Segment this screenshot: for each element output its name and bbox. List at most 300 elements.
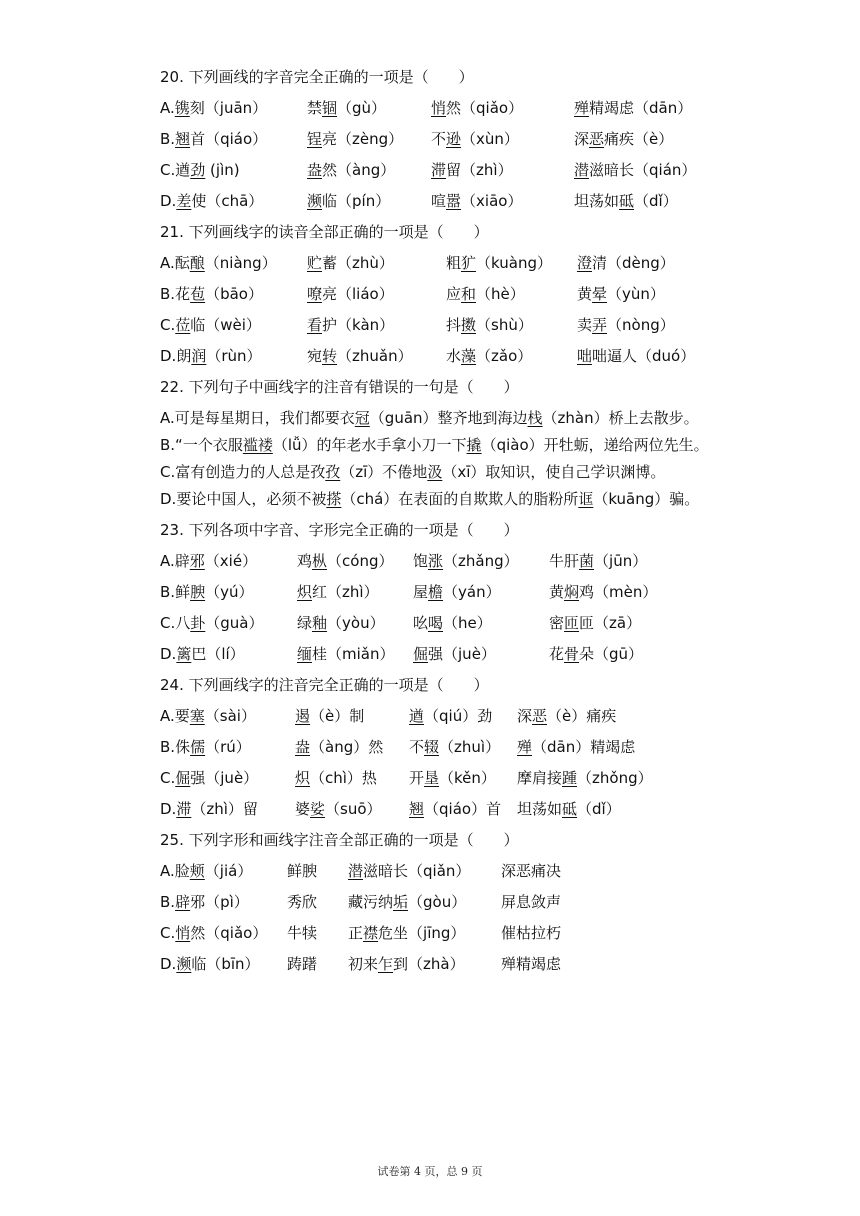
option-item xyxy=(160,546,257,577)
option-item xyxy=(549,546,647,577)
option-item xyxy=(297,546,393,577)
item-suffix: （yòu） xyxy=(327,614,385,632)
item-prefix: 婆 xyxy=(295,800,311,818)
option-item xyxy=(409,763,496,794)
option-letter: C. xyxy=(160,161,176,179)
underlined-char: 诓 xyxy=(578,490,594,508)
underlined-char: 焖 xyxy=(564,583,580,601)
item-suffix: （xiāo） xyxy=(461,192,523,210)
option-item xyxy=(160,186,263,217)
underlined-char: 辟 xyxy=(175,893,191,911)
option-row xyxy=(160,186,760,217)
underlined-char: 锃 xyxy=(307,130,323,148)
item-prefix: 花 xyxy=(549,645,565,663)
underlined-char: 菌 xyxy=(579,552,595,570)
underlined-char: 儒 xyxy=(190,738,206,756)
item-prefix: 抖 xyxy=(446,316,462,334)
underlined-char: 枞 xyxy=(312,552,328,570)
item-prefix: 要 xyxy=(174,707,190,725)
item-prefix: 催枯拉朽 xyxy=(501,924,562,942)
item-suffix: （è）制 xyxy=(310,707,365,725)
option-row xyxy=(160,918,760,949)
option-item xyxy=(160,124,267,155)
underlined-char: 遏 xyxy=(295,707,311,725)
item-prefix: 屏息敛声 xyxy=(501,893,562,911)
underlined-char: 逊 xyxy=(446,130,462,148)
underlined-char: 垦 xyxy=(424,769,440,787)
item-suffix: （cóng） xyxy=(327,552,394,570)
underlined-char: 倔 xyxy=(175,769,191,787)
item-suffix: 巴（lí） xyxy=(191,645,245,663)
option-item xyxy=(160,155,240,186)
item-suffix: （zhì）留 xyxy=(191,800,258,818)
item-suffix: （yùn） xyxy=(607,285,665,303)
underlined-char: 踵 xyxy=(562,769,578,787)
option-letter: A. xyxy=(160,862,175,880)
item-prefix: 藏污纳 xyxy=(348,893,394,911)
question-stem: 21. 下列画线字的读音全部正确的一项是（ ） xyxy=(160,223,489,241)
underlined-char: 滞 xyxy=(176,800,192,818)
item-suffix: 危坐（jīng） xyxy=(378,924,466,942)
item-suffix: 蓄（zhù） xyxy=(322,254,394,272)
option-item xyxy=(160,732,251,763)
item-suffix: 精竭虑（dān） xyxy=(589,99,693,117)
option-item xyxy=(307,248,394,279)
page-footer: 试卷第 4 页，总 9 页 xyxy=(377,1165,483,1178)
question-stem: 22. 下列句子中画线字的注音有错误的一句是（ ） xyxy=(160,378,519,396)
item-prefix: 踌躇 xyxy=(287,955,318,973)
item-suffix: （zhǒng） xyxy=(577,769,653,787)
item-prefix: 坦荡如 xyxy=(574,192,620,210)
option-item xyxy=(348,949,465,980)
item-suffix: （hè） xyxy=(476,285,525,303)
option-item xyxy=(295,794,382,825)
underlined-char: 娑 xyxy=(310,800,326,818)
option-item xyxy=(549,639,643,670)
item-prefix: 密 xyxy=(549,614,565,632)
underlined-char: 辍 xyxy=(424,738,440,756)
option-letter: D. xyxy=(160,800,177,818)
option-item xyxy=(295,732,383,763)
option-item xyxy=(413,608,492,639)
option-item xyxy=(160,949,260,980)
sentence-text: （chá）在表面的自欺欺人的脂粉所 xyxy=(341,490,579,508)
option-letter: A. xyxy=(160,552,175,570)
item-suffix: （qiú）劲 xyxy=(424,707,493,725)
option-row xyxy=(160,856,760,887)
item-suffix: （gòu） xyxy=(408,893,467,911)
sentence-option xyxy=(160,461,752,483)
underlined-char: 咄 xyxy=(577,347,593,365)
item-suffix: （kěn） xyxy=(439,769,496,787)
option-row xyxy=(160,701,760,732)
option-item xyxy=(160,93,267,124)
underlined-char: 殚 xyxy=(517,738,533,756)
option-item xyxy=(160,248,277,279)
underlined-char: 翘 xyxy=(409,800,425,818)
item-suffix: 临（pín） xyxy=(322,192,391,210)
item-prefix: 遒 xyxy=(175,161,191,179)
item-suffix: （suō） xyxy=(325,800,382,818)
underlined-char: 骨 xyxy=(564,645,580,663)
underlined-char: 盎 xyxy=(307,161,323,179)
option-row xyxy=(160,732,760,763)
item-prefix: 深 xyxy=(517,707,533,725)
underlined-char: 润 xyxy=(191,347,207,365)
option-row xyxy=(160,763,760,794)
option-letter: B. xyxy=(160,893,176,911)
underlined-char: 恶 xyxy=(532,707,548,725)
option-item xyxy=(446,310,533,341)
option-item xyxy=(160,341,262,372)
item-prefix: 秀欣 xyxy=(287,893,318,911)
item-prefix: 花 xyxy=(175,285,191,303)
underlined-char: 炽 xyxy=(295,769,311,787)
option-item xyxy=(307,279,394,310)
underlined-char: 贮 xyxy=(307,254,323,272)
underlined-char: 擞 xyxy=(461,316,477,334)
option-item xyxy=(297,608,385,639)
underlined-char: 篱 xyxy=(176,645,192,663)
option-item xyxy=(160,639,245,670)
underlined-char: 襟 xyxy=(363,924,379,942)
option-item xyxy=(307,341,413,372)
underlined-char: 栈 xyxy=(527,409,543,427)
underlined-char: 锢 xyxy=(322,99,338,117)
item-suffix: （shù） xyxy=(476,316,533,334)
sentence-text: （zhàn）桥上去散步。 xyxy=(542,409,699,427)
option-item xyxy=(501,949,561,980)
item-suffix: 匝（zā） xyxy=(579,614,642,632)
underlined-char: 看 xyxy=(307,316,323,334)
item-prefix: 黄 xyxy=(549,583,565,601)
item-prefix: 酝 xyxy=(174,254,190,272)
item-prefix: 禁 xyxy=(307,99,323,117)
item-prefix: 八 xyxy=(175,614,191,632)
underlined-char: 劲 xyxy=(190,161,206,179)
underlined-char: 嚣 xyxy=(446,192,462,210)
item-prefix: 粗 xyxy=(446,254,462,272)
option-item xyxy=(160,887,249,918)
option-letter: A. xyxy=(160,99,175,117)
item-suffix: （nòng） xyxy=(607,316,675,334)
option-row xyxy=(160,248,760,279)
underlined-char: 翘 xyxy=(175,130,191,148)
underlined-char: 缅 xyxy=(297,645,313,663)
underlined-char: 差 xyxy=(176,192,192,210)
option-item xyxy=(431,186,522,217)
underlined-char: 冠 xyxy=(354,409,370,427)
item-suffix: （xié） xyxy=(204,552,258,570)
option-item xyxy=(549,608,641,639)
option-item xyxy=(549,577,657,608)
item-suffix: 咄逼人（duó） xyxy=(592,347,696,365)
item-suffix: （gù） xyxy=(337,99,387,117)
item-prefix: 应 xyxy=(446,285,462,303)
underlined-char: 檐 xyxy=(428,583,444,601)
item-suffix: 强（juè） xyxy=(190,769,259,787)
sentence-text: （kuāng）骗。 xyxy=(593,490,700,508)
option-row xyxy=(160,155,760,186)
underlined-char: 搽 xyxy=(326,490,342,508)
underlined-char: 喝 xyxy=(428,614,444,632)
underlined-char: 卦 xyxy=(190,614,206,632)
option-item xyxy=(295,763,377,794)
sentence-text: （zī）不倦地 xyxy=(340,463,428,481)
sentence-text: C.富有创造力的人总是孜 xyxy=(160,463,326,481)
underlined-char: 孜 xyxy=(325,463,341,481)
question-stem: 20. 下列画线的字音完全正确的一项是（ ） xyxy=(160,68,474,86)
option-item xyxy=(297,577,379,608)
option-item xyxy=(431,155,513,186)
sentence-option xyxy=(160,407,752,429)
option-item xyxy=(160,577,253,608)
option-item xyxy=(409,701,492,732)
option-item xyxy=(348,856,470,887)
option-row xyxy=(160,93,760,124)
option-item xyxy=(307,310,394,341)
underlined-char: 撬 xyxy=(466,436,482,454)
option-item xyxy=(446,248,552,279)
option-item xyxy=(574,93,692,124)
item-suffix: （bāo） xyxy=(205,285,263,303)
option-item xyxy=(287,856,317,887)
option-item xyxy=(577,341,695,372)
question-list xyxy=(160,62,760,980)
underlined-char: 遒 xyxy=(409,707,425,725)
option-item xyxy=(446,341,532,372)
sentence-text: D.要论中国人，必须不被 xyxy=(160,490,327,508)
option-item xyxy=(577,248,675,279)
underlined-char: 砥 xyxy=(619,192,635,210)
item-suffix: 桂（miǎn） xyxy=(312,645,395,663)
item-suffix: 亮（zèng） xyxy=(322,130,404,148)
option-item xyxy=(577,279,665,310)
option-item xyxy=(287,887,317,918)
item-prefix: 鲜腴 xyxy=(287,862,318,880)
underlined-char: 犷 xyxy=(461,254,477,272)
option-item xyxy=(160,279,263,310)
item-suffix: 然（qiǎo） xyxy=(190,924,268,942)
underlined-char: 盎 xyxy=(295,738,311,756)
option-item xyxy=(574,124,673,155)
item-suffix: （dǐ） xyxy=(577,800,621,818)
option-item xyxy=(409,732,500,763)
underlined-char: 潜 xyxy=(574,161,590,179)
underlined-char: 釉 xyxy=(312,614,328,632)
item-prefix: 正 xyxy=(348,924,364,942)
underlined-char: 悄 xyxy=(175,924,191,942)
option-letter: B. xyxy=(160,285,176,303)
option-row xyxy=(160,639,760,670)
underlined-char: 嘹 xyxy=(307,285,323,303)
item-suffix: 滋暗长（qián） xyxy=(589,161,697,179)
question-stem: 23. 下列各项中字音、字形完全正确的一项是（ ） xyxy=(160,521,519,539)
item-suffix: (jìn) xyxy=(205,161,240,179)
item-suffix: 首（qiáo） xyxy=(190,130,268,148)
item-suffix: （è）痛疾 xyxy=(547,707,617,725)
option-letter: C. xyxy=(160,316,176,334)
item-suffix: 痛疾（è） xyxy=(604,130,674,148)
underlined-char: 颊 xyxy=(189,862,205,880)
sentence-text: （qiào）开牡蛎，递给两位先生。 xyxy=(481,436,709,454)
item-suffix: （dǐ） xyxy=(634,192,678,210)
underlined-char: 镌 xyxy=(174,99,190,117)
underlined-char: 塞 xyxy=(189,707,205,725)
option-item xyxy=(501,856,561,887)
item-prefix: 开 xyxy=(409,769,425,787)
option-item xyxy=(307,186,390,217)
item-prefix: 侏 xyxy=(175,738,191,756)
item-suffix: 滋暗长（qiǎn） xyxy=(363,862,471,880)
underlined-char: 濒 xyxy=(176,955,192,973)
item-suffix: （guà） xyxy=(205,614,264,632)
option-row xyxy=(160,949,760,980)
item-prefix: 深恶痛决 xyxy=(501,862,562,880)
item-suffix: （qiáo）首 xyxy=(424,800,502,818)
option-row xyxy=(160,546,760,577)
option-row xyxy=(160,341,760,372)
option-item xyxy=(409,794,501,825)
option-item xyxy=(574,186,678,217)
item-prefix: 坦荡如 xyxy=(517,800,563,818)
underlined-char: 砥 xyxy=(562,800,578,818)
underlined-char: 晕 xyxy=(592,285,608,303)
question-stem: 24. 下列画线字的注音完全正确的一项是（ ） xyxy=(160,676,489,694)
item-prefix: 殚精竭虑 xyxy=(501,955,562,973)
underlined-char: 涨 xyxy=(428,552,444,570)
option-item xyxy=(446,279,525,310)
option-letter: B. xyxy=(160,583,176,601)
underlined-char: 殚 xyxy=(574,99,590,117)
underlined-char: 腴 xyxy=(190,583,206,601)
option-item xyxy=(160,701,256,732)
option-item xyxy=(287,918,317,949)
item-suffix: 临（bīn） xyxy=(191,955,260,973)
option-letter: B. xyxy=(160,738,176,756)
option-row xyxy=(160,279,760,310)
sentence-text: （xī）取知识，使自己学识渊博。 xyxy=(442,463,666,481)
item-prefix: 鲜 xyxy=(175,583,191,601)
underlined-char: 悄 xyxy=(431,99,447,117)
option-item xyxy=(501,918,561,949)
sentence-text: A.可是每星期日，我们都要衣 xyxy=(160,409,355,427)
item-prefix: 宛 xyxy=(307,347,323,365)
item-suffix: （zhǎng） xyxy=(443,552,519,570)
option-item xyxy=(577,310,675,341)
item-suffix: 护（kàn） xyxy=(322,316,395,334)
option-item xyxy=(160,856,252,887)
option-item xyxy=(307,155,395,186)
item-prefix: 鸡 xyxy=(297,552,313,570)
option-item xyxy=(307,93,386,124)
option-letter: A. xyxy=(160,254,175,272)
option-letter: C. xyxy=(160,924,176,942)
underlined-char: 弄 xyxy=(592,316,608,334)
item-suffix: （dān）精竭虑 xyxy=(532,738,636,756)
item-suffix: 清（dèng） xyxy=(592,254,675,272)
item-suffix: 留（zhì） xyxy=(446,161,513,179)
option-item xyxy=(295,701,364,732)
option-item xyxy=(517,763,653,794)
sentence-option xyxy=(160,434,752,456)
item-prefix: 饱 xyxy=(413,552,429,570)
underlined-char: 藻 xyxy=(461,347,477,365)
option-item xyxy=(160,763,258,794)
item-prefix: 绿 xyxy=(297,614,313,632)
option-item xyxy=(574,155,696,186)
item-suffix: 亮（liáo） xyxy=(322,285,394,303)
item-suffix: （jiá） xyxy=(204,862,253,880)
item-prefix: 朗 xyxy=(176,347,192,365)
underlined-char: 濒 xyxy=(307,192,323,210)
option-item xyxy=(348,887,466,918)
item-prefix: 牛犊 xyxy=(287,924,318,942)
item-prefix: 辟 xyxy=(174,552,190,570)
underlined-char: 汲 xyxy=(427,463,443,481)
option-letter: D. xyxy=(160,645,177,663)
underlined-char: 酿 xyxy=(189,254,205,272)
sentence-text: （guān）整齐地到海边 xyxy=(369,409,528,427)
item-suffix: （rú） xyxy=(205,738,251,756)
option-row xyxy=(160,887,760,918)
item-suffix: 刻（juān） xyxy=(189,99,268,117)
underlined-char: 倔 xyxy=(413,645,429,663)
option-item xyxy=(160,608,264,639)
item-prefix: 不 xyxy=(431,130,447,148)
underlined-char: 和 xyxy=(461,285,477,303)
underlined-char: 匝 xyxy=(564,614,580,632)
item-prefix: 吆 xyxy=(413,614,429,632)
item-suffix: 到（zhà） xyxy=(393,955,465,973)
option-item xyxy=(287,949,317,980)
item-suffix: 朵（gū） xyxy=(579,645,644,663)
underlined-char: 苞 xyxy=(190,285,206,303)
option-letter: D. xyxy=(160,347,177,365)
option-item xyxy=(413,577,501,608)
item-suffix: （zǎo） xyxy=(476,347,533,365)
item-suffix: （kuàng） xyxy=(476,254,552,272)
item-suffix: 使（chā） xyxy=(191,192,264,210)
option-letter: C. xyxy=(160,614,176,632)
option-item xyxy=(517,701,616,732)
underlined-char: 转 xyxy=(322,347,338,365)
option-letter: C. xyxy=(160,769,176,787)
option-letter: A. xyxy=(160,707,175,725)
item-prefix: 牛肝 xyxy=(549,552,580,570)
option-item xyxy=(307,124,403,155)
item-suffix: （zhuǎn） xyxy=(337,347,413,365)
option-item xyxy=(160,310,261,341)
item-suffix: 然（àng） xyxy=(322,161,396,179)
sentence-text: B.“一个衣服 xyxy=(160,436,243,454)
sentence-option xyxy=(160,488,752,510)
option-item xyxy=(160,794,258,825)
item-suffix: （xùn） xyxy=(461,130,519,148)
option-letter: D. xyxy=(160,192,177,210)
option-item xyxy=(517,794,621,825)
item-prefix: 初来 xyxy=(348,955,379,973)
underlined-char: 澄 xyxy=(577,254,593,272)
item-suffix: （yán） xyxy=(443,583,501,601)
item-suffix: （àng）然 xyxy=(310,738,384,756)
item-suffix: 邪（pì） xyxy=(190,893,249,911)
underlined-char: 褴褛 xyxy=(242,436,273,454)
item-suffix: （jūn） xyxy=(594,552,648,570)
item-suffix: 强（juè） xyxy=(428,645,496,663)
option-item xyxy=(413,639,496,670)
underlined-char: 莅 xyxy=(175,316,191,334)
